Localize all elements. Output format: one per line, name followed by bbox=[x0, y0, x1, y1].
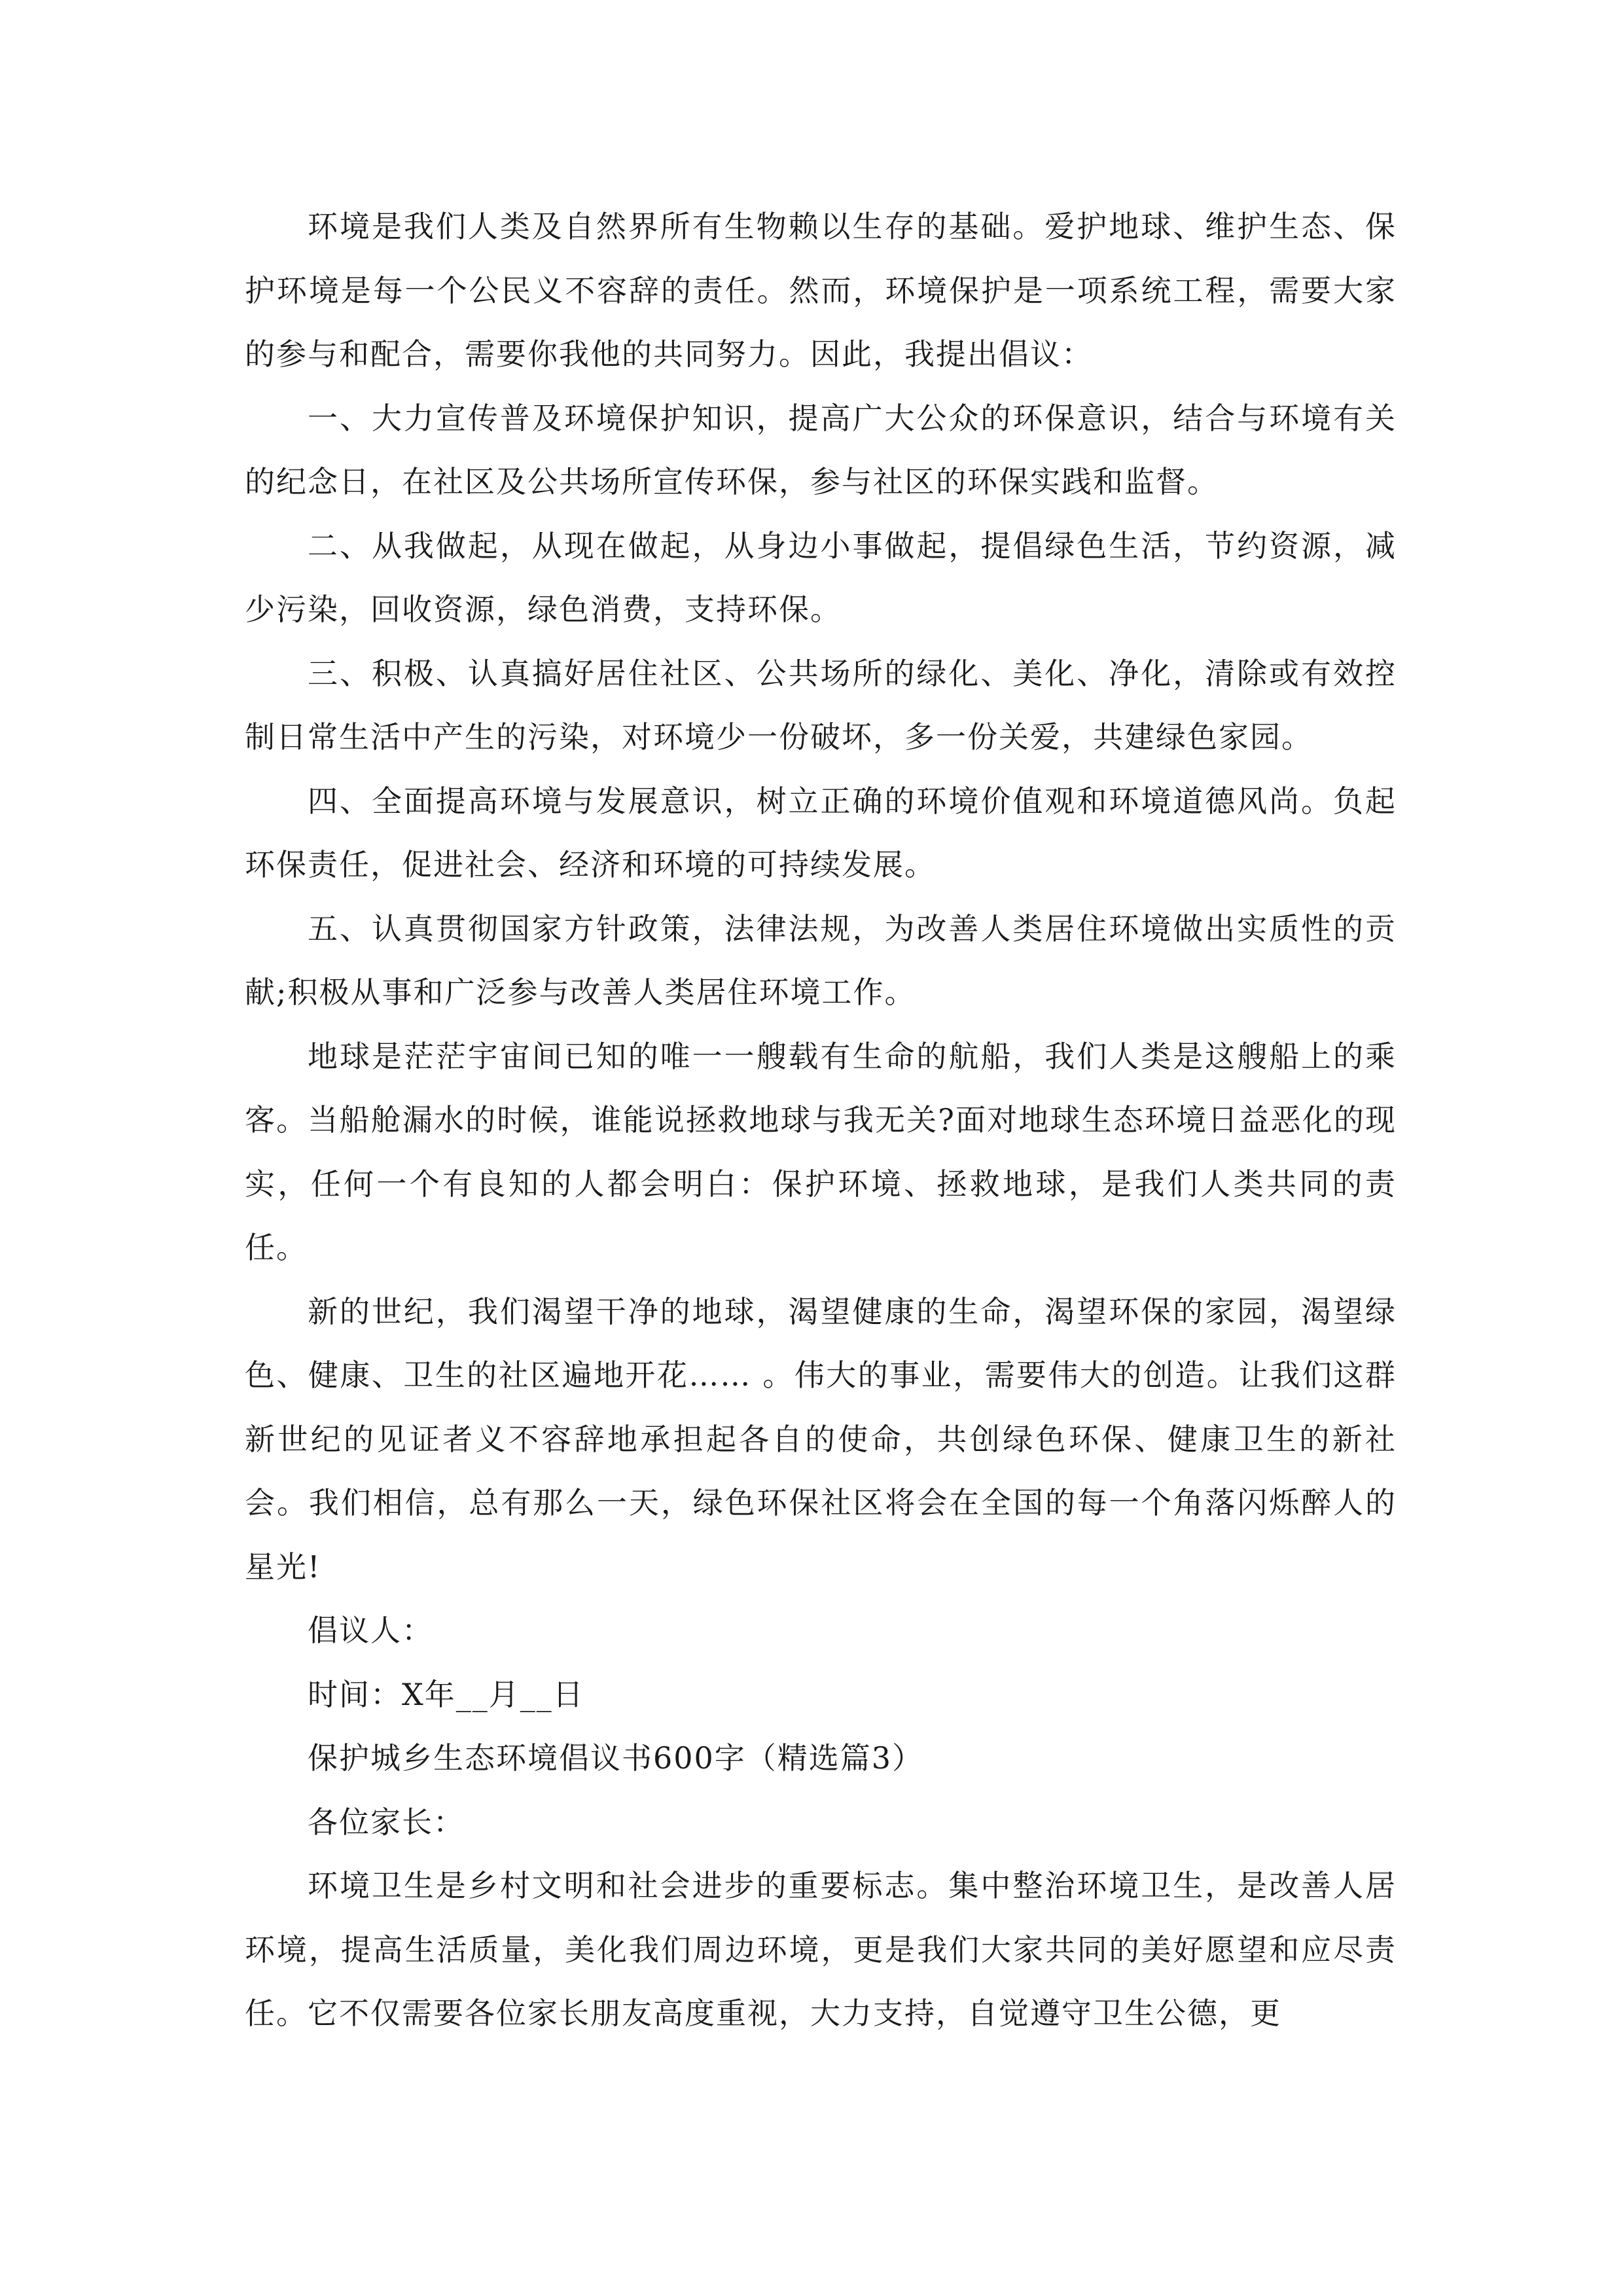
paragraph-earth: 地球是茫茫宇宙间已知的唯一一艘载有生命的航船，我们人类是这艘船上的乘客。当船舱漏水的时候，谁能说拯救地球与我无关?面对地球生态环境日益恶化的现实，任何一个有良知的人都会明白：保护环境、拯救地球，是我们人类共同的责任。 bbox=[245, 1038, 1397, 1265]
date-line: 时间：X年__月__日 bbox=[308, 1676, 584, 1712]
proposer-line: 倡议人： bbox=[308, 1613, 433, 1648]
paragraph-item-3: 三、积极、认真搞好居住社区、公共场所的绿化、美化、净化，清除或有效控制日常生活中产生的污染，对环境少一份破坏，多一份关爱，共建绿色家园。 bbox=[245, 655, 1397, 755]
paragraph-intro: 环境是我们人类及自然界所有生物赖以生存的基础。爱护地球、维护生态、保护环境是每一个公民义不容辞的责任。然而，环境保护是一项系统工程，需要大家的参与和配合，需要你我他的共同努力。因此，我提出倡议： bbox=[245, 209, 1397, 372]
paragraph-item-2: 二、从我做起，从现在做起，从身边小事做起，提倡绿色生活，节约资源，减少污染，回收资源，绿色消费，支持环保。 bbox=[245, 528, 1397, 627]
paragraph-hygiene: 环境卫生是乡村文明和社会进步的重要标志。集中整治环境卫生，是改善人居环境，提高生活质量，美化我们周边环境，更是我们大家共同的美好愿望和应尽责任。它不仅需要各位家长朋友高度重视，大力支持，自觉遵守卫生公德，更 bbox=[245, 1868, 1397, 2031]
document-body bbox=[245, 195, 1397, 2046]
paragraph-item-4: 四、全面提高环境与发展意识，树立正确的环境价值观和环境道德风尚。负起环保责任，促进社会、经济和环境的可持续发展。 bbox=[245, 783, 1397, 882]
paragraph-item-5: 五、认真贯彻国家方针政策，法律法规，为改善人类居住环境做出实质性的贡献;积极从事和广泛参与改善人类居住环境工作。 bbox=[245, 910, 1397, 1010]
salutation-line: 各位家长： bbox=[308, 1804, 465, 1840]
section-title: 保护城乡生态环境倡议书600字（精选篇3） bbox=[308, 1740, 924, 1776]
paragraph-new-century: 新的世纪，我们渴望干净的地球，渴望健康的生命，渴望环保的家园，渴望绿色、健康、卫生的社区遍地开花…… 。伟大的事业，需要伟大的创造。让我们这群新世纪的见证者义不容辞地承担起各自的使命，共创绿色环保、健康卫生的新社会。我们相信，总有那么一天，绿色环保社区将会在全国的每一个角落闪烁醉人的星光! bbox=[245, 1293, 1397, 1585]
paragraph-item-1: 一、大力宣传普及环境保护知识，提高广大公众的环保意识，结合与环境有关的纪念日，在社区及公共场所宣传环保，参与社区的环保实践和监督。 bbox=[245, 400, 1397, 499]
